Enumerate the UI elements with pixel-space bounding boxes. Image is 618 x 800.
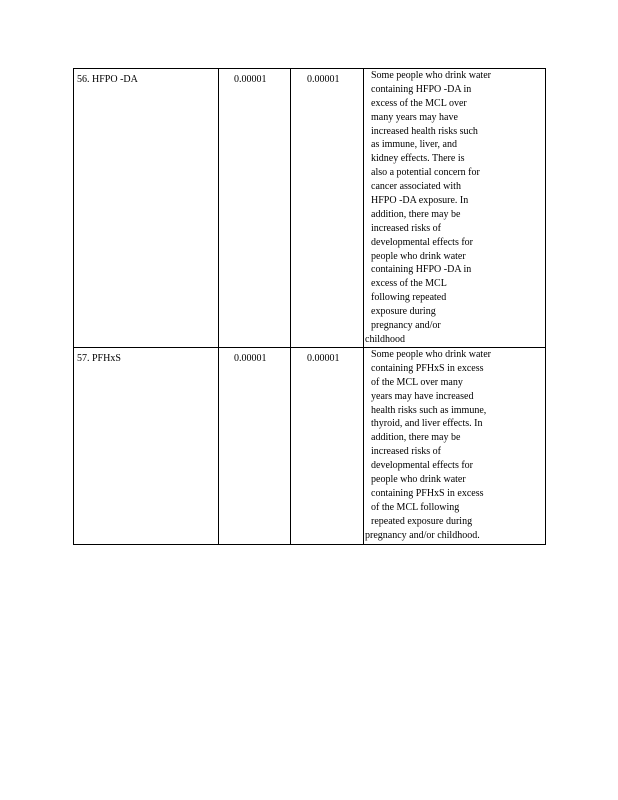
health-effects-line: repeated exposure during [371,515,473,527]
mclg-value: 0.00001 [307,74,340,85]
contaminant-cell [74,348,219,545]
mclg-cell [291,348,364,545]
health-effects-line: of the MCL over many [371,376,463,388]
health-effects-line: pregnancy and/or [371,320,441,332]
health-effects-line: increased risks of [371,446,441,458]
mcl-value: 0.00001 [234,353,267,364]
health-effects-line: exposure during [371,306,436,318]
mclg-cell [291,69,364,348]
health-effects-line: childhood [365,333,405,345]
health-effects-line: containing HFPO -DA in [371,264,472,276]
health-effects-line: HFPO -DA exposure. In [371,195,469,207]
mcl-value: 0.00001 [234,74,267,85]
health-effects-line: Some people who drink water [371,349,491,360]
health-effects-line: increased health risks such [371,125,478,137]
health-effects-text [364,69,545,347]
health-effects-line: developmental effects for [371,236,473,248]
health-effects-line: cancer associated with [371,181,461,193]
contaminant-name: 57. PFHxS [77,353,121,364]
health-effects-text [364,348,545,542]
health-effects-line: years may have increased [371,390,474,402]
health-effects-line: of the MCL following [371,501,460,513]
health-effects-cell [364,348,546,545]
health-effects-line: excess of the MCL over [371,97,467,109]
health-effects-line: thyroid, and liver effects. In [371,418,483,430]
health-effects-line: containing PFHxS in excess [371,362,484,374]
contaminant-table [73,68,546,545]
health-effects-line: as immune, liver, and [371,139,457,151]
health-effects-line: Some people who drink water [371,70,491,81]
table-row [74,348,546,545]
health-effects-line: excess of the MCL [371,278,447,290]
health-effects-line: developmental effects for [371,460,473,472]
health-effects-line: health risks such as immune, [371,404,487,416]
health-effects-line: pregnancy and/or childhood. [365,529,480,541]
table-row [74,69,546,348]
mcl-cell [219,348,291,545]
health-effects-cell [364,69,546,348]
contaminant-cell [74,69,219,348]
health-effects-line: following repeated [371,292,447,304]
health-effects-line: increased risks of [371,222,441,234]
health-effects-line: containing PFHxS in excess [371,487,484,499]
mclg-value: 0.00001 [307,353,340,364]
health-effects-line: addition, there may be [371,432,461,444]
health-effects-line: containing HFPO -DA in [371,83,472,95]
health-effects-line: people who drink water [371,474,466,486]
contaminant-name: 56. HFPO -DA [77,74,138,85]
health-effects-line: many years may have [371,111,458,123]
mcl-cell [219,69,291,348]
health-effects-line: addition, there may be [371,208,461,220]
health-effects-line: kidney effects. There is [371,153,465,165]
health-effects-line: people who drink water [371,250,466,262]
health-effects-line: also a potential concern for [371,167,480,179]
